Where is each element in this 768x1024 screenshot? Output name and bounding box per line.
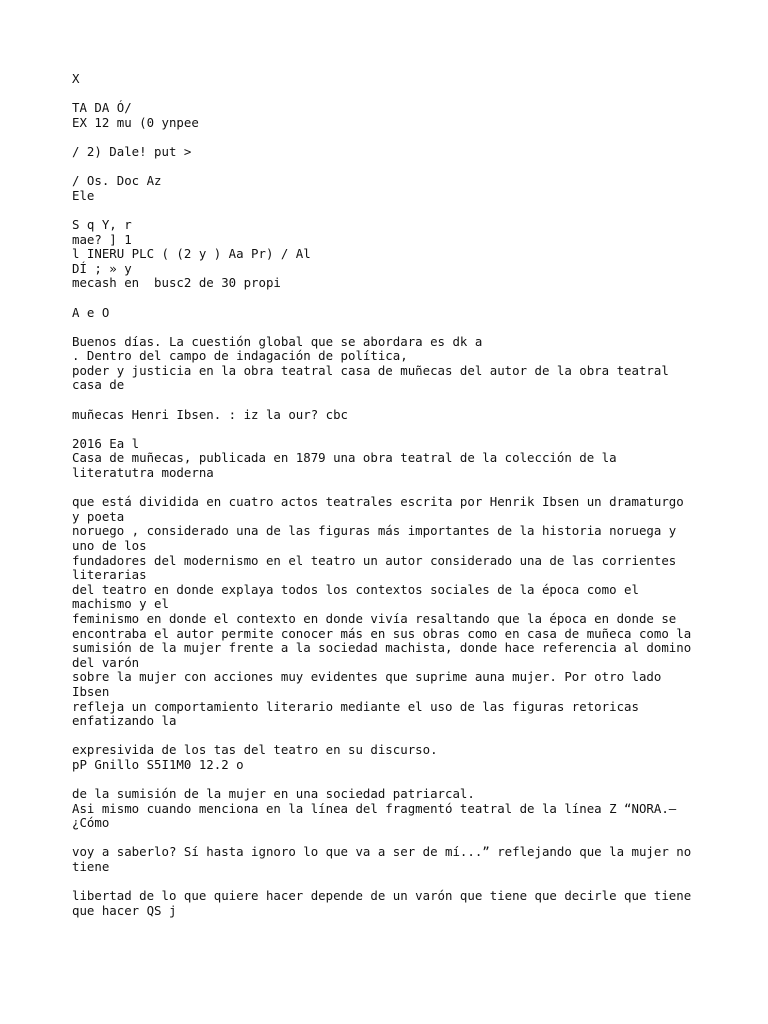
blank-line — [72, 87, 712, 102]
blank-line — [72, 203, 712, 218]
text-line: muñecas Henri Ibsen. : iz la our? cbc — [72, 406, 349, 422]
text-line: poder y justicia en la obra teatral casa de muñecas del autor de la obra teatral — [72, 362, 669, 378]
text-line: que hacer QS j — [72, 902, 177, 918]
text-line: mecash en busc2 de 30 propi — [72, 275, 281, 291]
text-line: Ibsen — [72, 683, 110, 699]
text-line: literarias — [72, 567, 147, 583]
blank-line — [72, 831, 712, 846]
blank-line — [72, 773, 712, 788]
text-line: l INERU PLC ( (2 y ) Aa Pr) / Al — [72, 246, 311, 262]
text-line: DÍ ; » y — [72, 260, 132, 276]
text-line: noruego , considerado una de las figuras más importantes de la historia noruega y — [72, 523, 677, 539]
blank-line — [72, 481, 712, 496]
text-line: Asi mismo cuando menciona en la línea del fragmentó teatral de la línea Z “NORA.— — [72, 800, 677, 816]
blank-line — [72, 422, 712, 437]
text-line: enfatizando la — [72, 713, 177, 729]
text-line: voy a saberlo? Sí hasta ignoro lo que va a ser de mí...” reflejando que la mujer no — [72, 844, 692, 860]
text-line: de la sumisión de la mujer en una sociedad patriarcal. — [72, 786, 475, 802]
text-line: / 2) Dale! put > — [72, 143, 192, 159]
text-line: uno de los — [72, 538, 147, 553]
text-line: sobre la mujer con acciones muy evidentes que suprime auna mujer. Por otro lado — [72, 669, 662, 685]
text-line: literatutra moderna — [72, 465, 214, 481]
text-line: X — [72, 71, 80, 86]
text-line: Ele — [72, 187, 95, 203]
text-line: encontraba el autor permite conocer más en sus obras como en casa de muñeca como la — [72, 625, 692, 641]
text-line: del teatro en donde explaya todos los contextos sociales de la época como el — [72, 581, 639, 597]
text-line: que está dividida en cuatro actos teatrales escrita por Henrik Ibsen un dramaturgo — [72, 494, 684, 510]
text-line: A e O — [72, 304, 110, 320]
text-line: Casa de muñecas, publicada en 1879 una obra teatral de la colección de la — [72, 450, 617, 466]
blank-line — [72, 130, 712, 145]
text-line: feminismo en donde el contexto en donde vivía resaltando que la época en donde se — [72, 610, 677, 626]
text-line: fundadores del modernismo en el teatro un autor considerado una de las corrientes — [72, 552, 677, 568]
text-line: refleja un comportamiento literario mediante el uso de las figuras retoricas — [72, 698, 639, 714]
text-line: tiene — [72, 859, 110, 875]
text-line: del varón — [72, 654, 140, 670]
text-line: y poeta — [72, 508, 125, 524]
blank-line — [72, 393, 712, 408]
document-text — [72, 72, 712, 918]
text-line: / Os. Doc Az — [72, 173, 162, 189]
blank-line — [72, 875, 712, 890]
text-line: casa de — [72, 377, 125, 393]
text-line: TA DA Ó/ — [72, 100, 132, 116]
text-line: . Dentro del campo de indagación de política, — [72, 348, 408, 364]
blank-line — [72, 291, 712, 306]
text-line: sumisión de la mujer frente a la sociedad machista, donde hace referencia al domino — [72, 640, 692, 656]
blank-line — [72, 729, 712, 744]
text-line: expresivida de los tas del teatro en su discurso. — [72, 742, 438, 758]
text-line: libertad de lo que quiere hacer depende de un varón que tiene que decirle que tiene — [72, 888, 692, 904]
text-line: S q Y, r — [72, 216, 132, 232]
blank-line — [72, 160, 712, 175]
blank-line — [72, 320, 712, 335]
text-line: mae? ] 1 — [72, 231, 132, 247]
text-line: pP Gnillo S5I1M0 12.2 o — [72, 756, 244, 772]
text-line: EX 12 mu (0 ynpee — [72, 114, 199, 130]
text-line: ¿Cómo — [72, 815, 110, 831]
text-line: 2016 Ea l — [72, 435, 140, 451]
text-line: machismo y el — [72, 596, 169, 612]
text-line: Buenos días. La cuestión global que se abordara es dk a — [72, 333, 483, 349]
